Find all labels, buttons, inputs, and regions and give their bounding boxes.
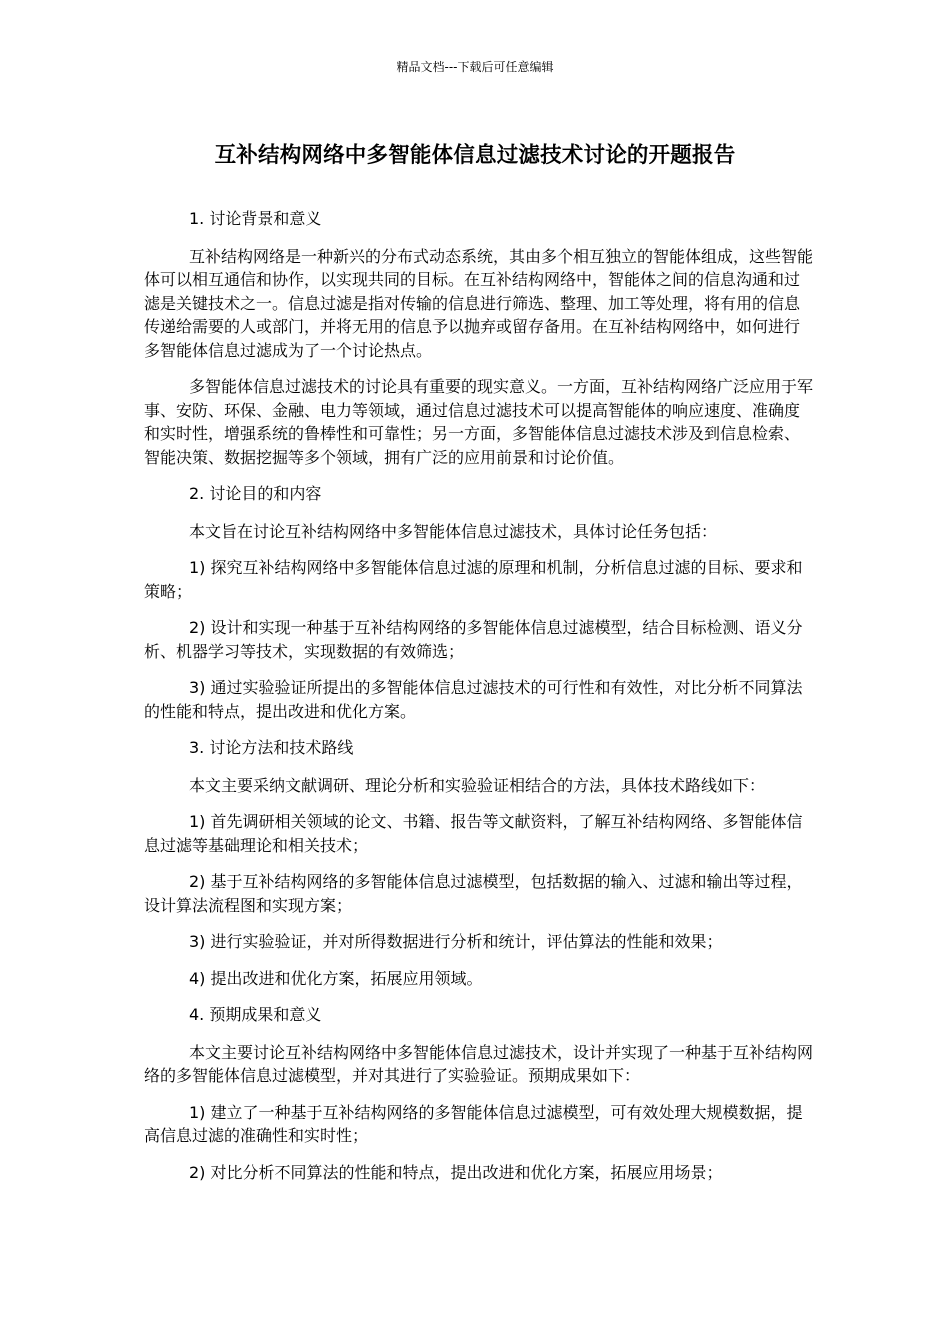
paragraph: 多智能体信息过滤技术的讨论具有重要的现实意义。一方面，互补结构网络广泛应用于军事、安防、环保、金融、电力等领域，通过信息过滤技术可以提高智能体的响应速度、准确度和实时性，增强系统的鲁棒性和可靠性；另一方面，多智能体信息过滤技术涉及到信息检索、智能决策、数据挖掘等多个领域，拥有广泛的应用前景和讨论价值。 — [144, 377, 814, 467]
list-item: 2) 设计和实现一种基于互补结构网络的多智能体信息过滤模型，结合目标检测、语义分析、机器学习等技术，实现数据的有效筛选； — [144, 618, 803, 661]
page-header: 精品文档---下载后可任意编辑 — [396, 60, 554, 74]
section-heading: 3. 讨论方法和技术路线 — [189, 738, 354, 757]
list-item: 1) 建立了一种基于互补结构网络的多智能体信息过滤模型，可有效处理大规模数据，提高信息过滤的准确性和实时性； — [144, 1102, 803, 1145]
section-heading: 4. 预期成果和意义 — [189, 1005, 322, 1024]
paragraph: 本文主要讨论互补结构网络中多智能体信息过滤技术，设计并实现了一种基于互补结构网络的多智能体信息过滤模型，并对其进行了实验验证。预期成果如下： — [144, 1042, 814, 1085]
paragraph: 本文旨在讨论互补结构网络中多智能体信息过滤技术，具体讨论任务包括： — [189, 521, 718, 541]
paragraph: 互补结构网络是一种新兴的分布式动态系统，其由多个相互独立的智能体组成，这些智能体可以相互通信和协作，以实现共同的目标。在互补结构网络中，智能体之间的信息沟通和过滤是关键技术之一。信息过滤是指对传输的信息进行筛选、整理、加工等处理，将有用的信息传递给需要的人或部门，并将无用的信息予以抛弃或留存备用。在互补结构网络中，如何进行多智能体信息过滤成为了一个讨论热点。 — [144, 246, 814, 360]
list-item: 3) 通过实验验证所提出的多智能体信息过滤技术的可行性和有效性，对比分析不同算法的性能和特点，提出改进和优化方案。 — [144, 678, 803, 721]
document-title: 互补结构网络中多智能体信息过滤技术讨论的开题报告 — [214, 143, 736, 168]
list-item: 2) 基于互补结构网络的多智能体信息过滤模型，包括数据的输入、过滤和输出等过程，设计算法流程图和实现方案； — [144, 872, 803, 915]
list-item: 1) 首先调研相关领域的论文、书籍、报告等文献资料，了解互补结构网络、多智能体信息过滤等基础理论和相关技术； — [144, 812, 803, 855]
list-item: 3) 进行实验验证，并对所得数据进行分析和统计，评估算法的性能和效果； — [189, 932, 723, 951]
list-item: 4) 提出改进和优化方案，拓展应用领域。 — [189, 968, 483, 988]
list-item: 1) 探究互补结构网络中多智能体信息过滤的原理和机制，分析信息过滤的目标、要求和策略； — [144, 558, 803, 601]
section-heading: 2. 讨论目的和内容 — [189, 484, 322, 503]
document-body — [144, 207, 814, 1197]
list-item: 2) 对比分析不同算法的性能和特点，提出改进和优化方案，拓展应用场景； — [189, 1162, 723, 1182]
section-heading: 1. 讨论背景和意义 — [189, 209, 322, 228]
paragraph: 本文主要采纳文献调研、理论分析和实验验证相结合的方法，具体技术路线如下： — [189, 775, 766, 795]
